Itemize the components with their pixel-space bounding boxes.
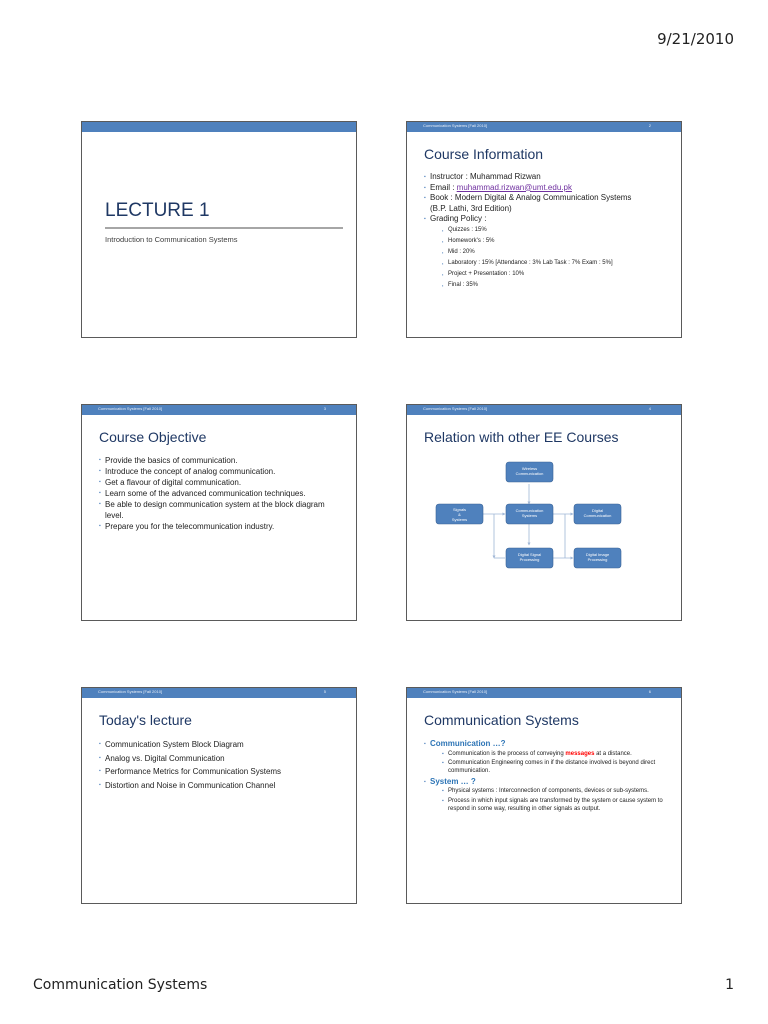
book-item	[424, 193, 672, 214]
box-dsp-line-2: Processing	[519, 557, 540, 562]
grading-entry: ▪ Homework's : 5%	[442, 236, 672, 247]
lecture-topic-item: ▪ Analog vs. Digital Communication	[99, 752, 347, 766]
communication-heading-item	[424, 739, 669, 775]
slide-header-label: Communication Systems [Fall 2010]	[423, 689, 488, 694]
grading-label: Grading Policy :	[430, 214, 487, 223]
definition-item	[442, 750, 669, 758]
course-relation-diagram	[407, 405, 682, 621]
box-dip-line-2: Processing	[587, 557, 608, 562]
box-communication-systems	[506, 504, 553, 524]
objective-item: ▪ Prepare you for the telecommunication industry.	[99, 521, 347, 532]
definition-text-b: at a distance.	[594, 750, 632, 757]
title-divider	[105, 227, 343, 229]
instructor-item: ▪ Instructor : Muhammad Rizwan	[424, 172, 672, 183]
slide-header-label: Communication Systems [Fall 2010]	[98, 689, 163, 694]
objective-item: ▪ Introduce the concept of analog communication.	[99, 466, 347, 477]
slide-title: Today's lecture	[99, 712, 192, 728]
lecture-subtitle: Introduction to Communication Systems	[105, 235, 238, 244]
book-line-1: Book : Modern Digital & Analog Communication Systems	[430, 193, 632, 202]
slide-2-thumbnail[interactable]	[406, 121, 682, 338]
lecture-topic-item: ▪ Performance Metrics for Communication Systems	[99, 765, 347, 779]
box-digital-signal-processing	[506, 548, 553, 568]
slide-header-bar	[407, 122, 681, 132]
slide-title: Relation with other EE Courses	[424, 429, 619, 445]
slide-header-bar	[407, 688, 681, 698]
lecture-topic-item: ▪ Distortion and Noise in Communication Channel	[99, 779, 347, 793]
grading-entry: ▪ Mid : 20%	[442, 247, 672, 258]
slide-header-bar	[82, 405, 356, 415]
slide-header-label: Communication Systems [Fall 2010]	[423, 123, 488, 128]
box-digital-image-processing	[574, 548, 621, 568]
objective-item: ▪ Provide the basics of communication.	[99, 455, 347, 466]
email-link[interactable]: muhammad.rizwan@umt.edu.pk	[456, 182, 572, 192]
footer-page-number: 1	[725, 977, 734, 993]
course-info-list	[424, 172, 672, 291]
box-digital-communication	[574, 504, 621, 524]
slide-4-thumbnail[interactable]	[406, 404, 682, 621]
footer-title: Communication Systems	[33, 977, 208, 993]
definition-item: ▪ Process in which input signals are transformed by the system or cause system to respond in some way, resulting in other signals as output.	[442, 797, 669, 813]
box-signals-line-1: Signals	[452, 507, 467, 512]
slide-title: Course Information	[424, 146, 544, 162]
grading-entry: ▪ Final : 35%	[442, 280, 672, 291]
grading-entry: ▪ Laboratory : 15% [Attendance : 3% Lab Task : 7% Exam : 5%]	[442, 258, 672, 269]
grading-entry: ▪ Quizzes : 15%	[442, 225, 672, 236]
communication-heading: Communication …?	[430, 739, 506, 748]
slide-6-thumbnail[interactable]	[406, 687, 682, 904]
box-signals-systems	[436, 504, 483, 524]
slide-number: 4	[648, 406, 651, 411]
box-digital-line-2: Communication	[583, 513, 612, 518]
messages-keyword: messages	[565, 750, 595, 757]
system-heading: System … ?	[430, 776, 476, 786]
definition-text-a: Communication is the process of conveying	[448, 750, 566, 757]
grading-entry: ▪ Project + Presentation : 10%	[442, 269, 672, 280]
slide-5-thumbnail[interactable]	[81, 687, 357, 904]
box-wireless-line-1: Wireless	[521, 466, 538, 471]
box-wireless-line-2: Communication	[515, 471, 544, 476]
grading-item	[424, 214, 672, 291]
slide-number: 6	[648, 689, 651, 694]
box-dip-line-1: Digital Image	[585, 552, 610, 557]
slide-header-label: Communication Systems [Fall 2010]	[98, 406, 163, 411]
lecture-title: LECTURE 1	[105, 200, 210, 221]
objective-item: ▪ Get a flavour of digital communication.	[99, 477, 347, 488]
box-comm-line-1: Communication	[515, 508, 544, 513]
objective-item: ▪ Be able to design communication system at the block diagram level.	[99, 499, 330, 521]
lecture-topic-item: ▪ Communication System Block Diagram	[99, 738, 347, 752]
grading-list	[442, 225, 672, 291]
box-comm-line-2: Systems	[521, 513, 538, 518]
slide-3-thumbnail[interactable]	[81, 404, 357, 621]
slide-title: Course Objective	[99, 429, 207, 445]
objective-list	[99, 455, 347, 532]
email-label: Email :	[430, 182, 457, 192]
slide-header-label: Communication Systems [Fall 2010]	[423, 406, 488, 411]
box-signals-line-2: &	[458, 512, 461, 517]
objective-item: ▪ Learn some of the advanced communication techniques.	[99, 488, 347, 499]
box-signals-line-3: Systems	[451, 517, 468, 522]
system-heading-item	[424, 777, 669, 813]
slide-header-bar	[82, 688, 356, 698]
slide-header-bar	[82, 122, 356, 132]
page-date: 9/21/2010	[657, 30, 734, 48]
slide-1-thumbnail[interactable]	[81, 121, 357, 338]
box-dsp-line-1: Digital Signal	[517, 552, 542, 557]
definition-item: ▪ Physical systems : Interconnection of components, devices or sub-systems.	[442, 787, 669, 795]
box-wireless-communication	[506, 462, 553, 482]
system-definition-list	[442, 787, 669, 813]
definition-item: ▪ Communication Engineering comes in if the distance involved is beyond direct communication.	[442, 759, 669, 775]
communication-definition-list	[442, 750, 669, 776]
todays-lecture-list	[99, 738, 347, 792]
book-line-2: (B.P. Lathi, 3rd Edition)	[430, 203, 512, 213]
box-digital-line-1: Digital	[591, 508, 604, 513]
slide-number: 3	[323, 406, 326, 411]
slide-number: 2	[648, 123, 651, 128]
comm-systems-list	[424, 739, 669, 814]
email-item	[424, 183, 672, 194]
slide-title: Communication Systems	[424, 712, 579, 728]
slide-number: 5	[323, 689, 326, 694]
